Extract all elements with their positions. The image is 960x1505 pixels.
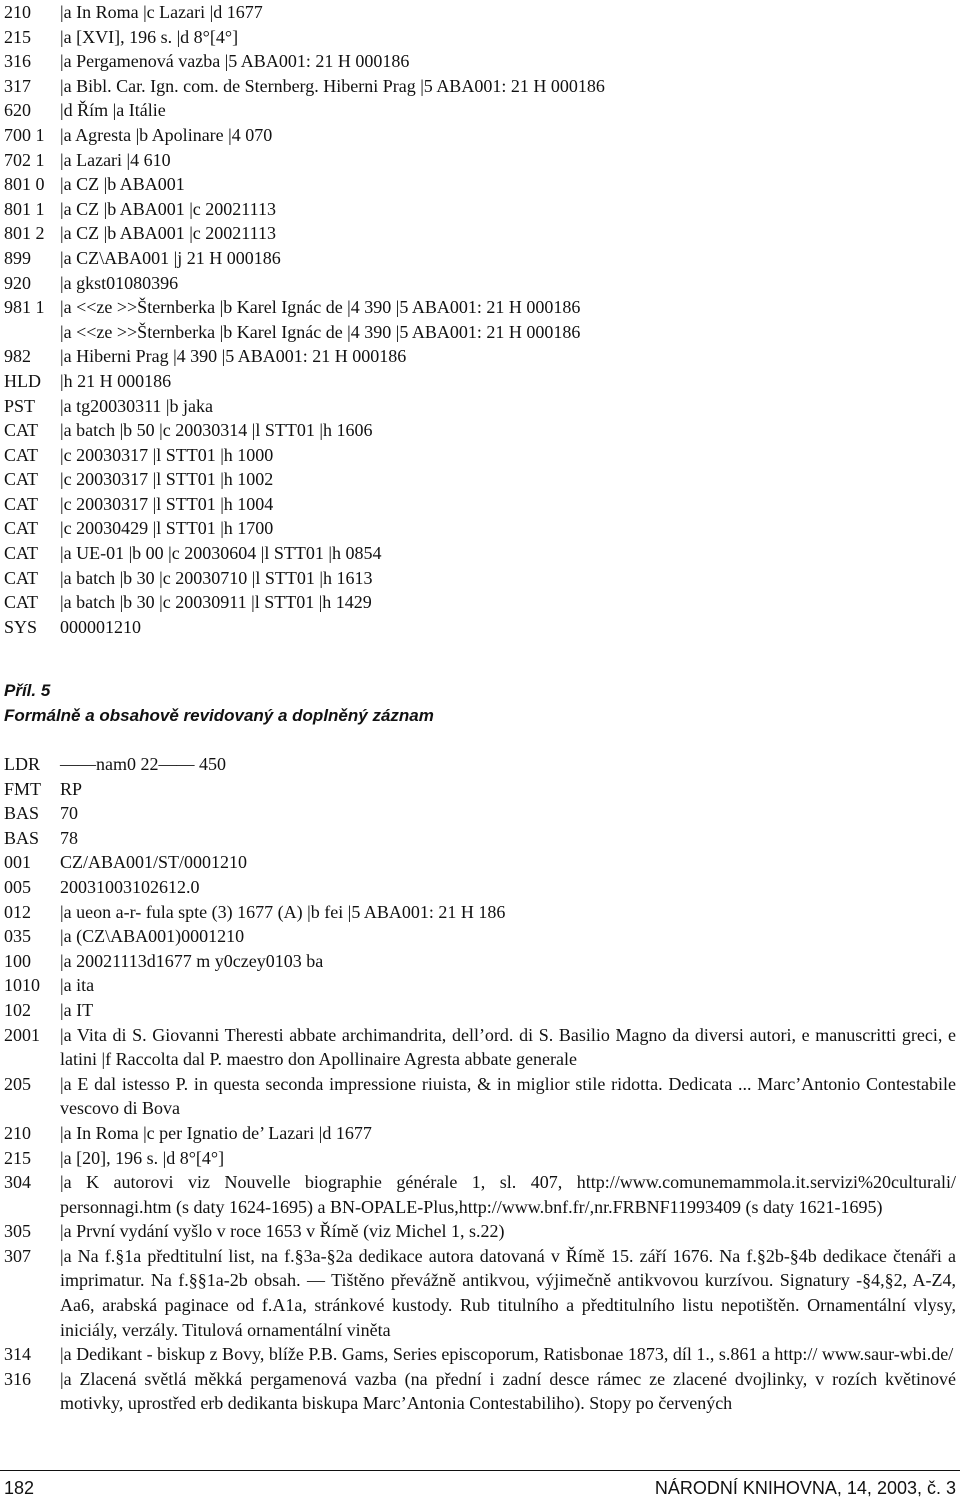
appendix-label: Příl. 5 bbox=[4, 681, 51, 700]
marc-field-value: 70 bbox=[60, 803, 78, 824]
marc-field-row bbox=[4, 148, 956, 173]
marc-field-tag: 316 bbox=[4, 1368, 31, 1389]
marc-field-value: |a 20021113d1677 m y0czey0103 ba bbox=[60, 950, 324, 971]
marc-record-original bbox=[4, 0, 956, 639]
marc-field-row bbox=[4, 924, 956, 949]
marc-field-row bbox=[4, 973, 956, 998]
marc-field-row bbox=[4, 1342, 956, 1367]
appendix-heading bbox=[4, 678, 434, 728]
marc-field-value: |c 20030429 |l STT01 |h 1700 bbox=[60, 518, 274, 539]
marc-field-row bbox=[4, 752, 956, 777]
marc-field-tag: 700 1 bbox=[4, 124, 45, 145]
marc-field-value: |a Dedikant - biskup z Bovy, blíže P.B. Gams, Series episcoporum, Ratisbonae 1873, díl 1., s.861 a http:// www.saur-wbi.de/ bbox=[60, 1344, 954, 1365]
marc-field-tag: 982 bbox=[4, 346, 31, 367]
marc-field-row bbox=[4, 246, 956, 271]
marc-field-row bbox=[4, 566, 956, 591]
marc-field-row bbox=[4, 492, 956, 517]
marc-field-tag: 316 bbox=[4, 51, 31, 72]
marc-field-tag: 801 0 bbox=[4, 174, 45, 195]
marc-field-value: |a IT bbox=[60, 999, 94, 1020]
page-footer bbox=[4, 1478, 956, 1499]
marc-field-tag: CAT bbox=[4, 444, 39, 465]
marc-field-row bbox=[4, 443, 956, 468]
marc-field-row bbox=[4, 221, 956, 246]
marc-field-row bbox=[4, 98, 956, 123]
marc-field-row bbox=[4, 516, 956, 541]
marc-field-row bbox=[4, 875, 956, 900]
marc-field-value: |h 21 H 000186 bbox=[60, 370, 172, 391]
marc-field-value: |a In Roma |c Lazari |d 1677 bbox=[60, 2, 263, 22]
marc-field-row bbox=[4, 271, 956, 296]
journal-citation: NÁRODNÍ KNIHOVNA, 14, 2003, č. 3 bbox=[654, 1478, 956, 1498]
marc-field-value: |a Agresta |b Apolinare |4 070 bbox=[60, 124, 273, 145]
marc-field-tag: 035 bbox=[4, 926, 31, 947]
marc-field-row bbox=[4, 541, 956, 566]
marc-field-tag: PST bbox=[4, 395, 36, 416]
marc-field-row bbox=[4, 49, 956, 74]
marc-field-value: |c 20030317 |l STT01 |h 1002 bbox=[60, 469, 274, 490]
marc-field-value: |a E dal istesso P. in questa seconda impressione riuista, & in miglior stile ridotta. Dedicata ... Marc’Antonio Contestabile vescovo di Bova bbox=[60, 1073, 956, 1119]
marc-field-tag: CAT bbox=[4, 469, 39, 490]
marc-field-tag: 210 bbox=[4, 2, 31, 22]
marc-field-row bbox=[4, 801, 956, 826]
marc-field-tag: 702 1 bbox=[4, 149, 45, 170]
marc-field-row bbox=[4, 615, 956, 640]
marc-field-tag: BAS bbox=[4, 827, 40, 848]
marc-field-tag: 100 bbox=[4, 950, 31, 971]
marc-field-tag: CAT bbox=[4, 420, 39, 441]
marc-field-tag: 314 bbox=[4, 1344, 31, 1365]
marc-field-row bbox=[4, 590, 956, 615]
marc-field-tag: 012 bbox=[4, 901, 31, 922]
marc-field-row bbox=[4, 0, 956, 25]
marc-field-tag: 304 bbox=[4, 1172, 31, 1193]
marc-field-row bbox=[4, 777, 956, 802]
marc-field-tag: LDR bbox=[4, 754, 40, 774]
marc-field-tag: SYS bbox=[4, 616, 38, 637]
marc-field-tag bbox=[4, 320, 60, 345]
marc-field-tag: 005 bbox=[4, 876, 31, 897]
marc-field-value: |c 20030317 |l STT01 |h 1004 bbox=[60, 493, 274, 514]
marc-field-row bbox=[4, 295, 956, 320]
marc-field-value: |a První vydání vyšlo v roce 1653 v Římě (viz Michel 1, s.22) bbox=[60, 1221, 505, 1242]
marc-field-value: 78 bbox=[60, 827, 78, 848]
marc-field-row bbox=[4, 394, 956, 419]
marc-field-tag: CAT bbox=[4, 493, 39, 514]
marc-field-value: |a CZ\ABA001 |j 21 H 000186 bbox=[60, 247, 281, 268]
marc-field-row bbox=[4, 826, 956, 851]
marc-field-value: |a (CZ\ABA001)0001210 bbox=[60, 926, 245, 947]
marc-field-row bbox=[4, 998, 956, 1023]
marc-field-tag: 210 bbox=[4, 1122, 31, 1143]
marc-field-value: 20031003102612.0 bbox=[60, 876, 200, 897]
marc-field-row bbox=[4, 25, 956, 50]
marc-field-tag: CAT bbox=[4, 592, 39, 613]
marc-field-value: |a CZ |b ABA001 |c 20021113 bbox=[60, 223, 276, 244]
marc-field-value: RP bbox=[60, 778, 83, 799]
marc-field-value: |a Na f.§1a předtitulní list, na f.§3a-§2a dedikace autora datovaná v Římě 15. září 1676. Na f.§2b-§4b dedikace čtenáři a imprimatur. Na f.§§1a-2b obsah. — Tištěno převážně antikvou, výjimečně antikvovou kurzívou. Signatury -§4,§2, A-Z4, Aa6, arabská paginace od f.A1a, stránkové kustody. Rub titulního a předtitulního listu nepotištěn. Ornamentální vlysy, iniciály, verzály. Titulová ornamentální viněta bbox=[60, 1245, 956, 1340]
marc-field-row bbox=[4, 369, 956, 394]
marc-field-row bbox=[4, 1219, 956, 1244]
marc-field-tag: CAT bbox=[4, 543, 39, 564]
marc-field-row bbox=[4, 1121, 956, 1146]
marc-field-value: |a Zlacená světlá měkká pergamenová vazba (na přední i zadní desce rámec ze zlacené dvojlinky, v rozích květinové motivky, uprostřed erb dedikanta biskupa Marc’Antonia Contestabiliho). Stopy po červených bbox=[60, 1368, 956, 1414]
marc-field-value: |a Pergamenová vazba |5 ABA001: 21 H 000186 bbox=[60, 51, 410, 72]
marc-field-row bbox=[4, 850, 956, 875]
marc-field-value: |a K autorovi viz Nouvelle biographie générale 1, sl. 407, http://www.comunemammola.it.servizi%20culturali/ personnagi.htm (s daty 1624-1695) a BN-OPALE-Plus,http://www.bnf.fr/,nr.FRBNF11993409 (s daty 1621-1695) bbox=[60, 1172, 956, 1217]
marc-field-row bbox=[4, 418, 956, 443]
marc-field-value: |a In Roma |c per Ignatio de’ Lazari |d 1677 bbox=[60, 1122, 372, 1143]
marc-field-tag: 1010 bbox=[4, 975, 40, 996]
marc-field-value: |a CZ |b ABA001 bbox=[60, 174, 185, 195]
marc-field-value: |a ueon a-r- fula spte (3) 1677 (A) |b fei |5 ABA001: 21 H 186 bbox=[60, 901, 506, 922]
marc-field-tag: 307 bbox=[4, 1245, 31, 1266]
marc-field-tag: 620 bbox=[4, 100, 31, 121]
marc-field-value: |a batch |b 30 |c 20030911 |l STT01 |h 1429 bbox=[60, 592, 372, 613]
marc-field-tag: 981 1 bbox=[4, 297, 45, 318]
marc-field-tag: 317 bbox=[4, 75, 31, 96]
marc-field-row bbox=[4, 1072, 956, 1121]
marc-field-row bbox=[4, 320, 956, 345]
appendix-title: Formálně a obsahově revidovaný a doplněný záznam bbox=[4, 706, 434, 725]
marc-field-row bbox=[4, 949, 956, 974]
marc-field-row bbox=[4, 467, 956, 492]
marc-field-value: |a [XVI], 196 s. |d 8°[4°] bbox=[60, 26, 239, 47]
footer-rule bbox=[0, 1470, 960, 1471]
marc-field-value: |a tg20030311 |b jaka bbox=[60, 395, 214, 416]
marc-field-value: |a Bibl. Car. Ign. com. de Sternberg. Hiberni Prag |5 ABA001: 21 H 000186 bbox=[60, 75, 605, 96]
marc-field-tag: 305 bbox=[4, 1221, 31, 1242]
marc-field-row bbox=[4, 344, 956, 369]
marc-field-value: |a ita bbox=[60, 975, 95, 996]
marc-field-tag: 215 bbox=[4, 1147, 31, 1168]
marc-field-value: ——nam0 22—— 450 bbox=[60, 754, 226, 774]
marc-record-revised bbox=[4, 752, 956, 1416]
marc-field-value: |a Hiberni Prag |4 390 |5 ABA001: 21 H 000186 bbox=[60, 346, 407, 367]
marc-field-tag: 001 bbox=[4, 852, 31, 873]
marc-field-value: |a [20], 196 s. |d 8°[4°] bbox=[60, 1147, 225, 1168]
marc-field-tag: 102 bbox=[4, 999, 31, 1020]
marc-field-tag: 205 bbox=[4, 1073, 31, 1094]
marc-field-value: |a <<ze >>Šternberka |b Karel Ignác de |4 390 |5 ABA001: 21 H 000186 bbox=[60, 321, 581, 342]
marc-field-value: CZ/ABA001/ST/0001210 bbox=[60, 852, 248, 873]
marc-field-value: |a Vita di S. Giovanni Theresti abbate archimandrita, dell’ord. di S. Basilio Magno da diversi autori, e manuscritti greci, e latini |f Raccolta dal P. maestro don Apollinaire Agresta abbate generale bbox=[60, 1024, 956, 1070]
marc-field-row bbox=[4, 197, 956, 222]
marc-field-value: |a UE-01 |b 00 |c 20030604 |l STT01 |h 0854 bbox=[60, 543, 382, 564]
marc-field-tag: 2001 bbox=[4, 1024, 40, 1045]
marc-field-row bbox=[4, 172, 956, 197]
marc-field-tag: BAS bbox=[4, 803, 40, 824]
marc-field-value: |a gkst01080396 bbox=[60, 272, 179, 293]
marc-field-tag: 801 2 bbox=[4, 223, 45, 244]
marc-field-tag: FMT bbox=[4, 778, 42, 799]
marc-field-value: |a Lazari |4 610 bbox=[60, 149, 171, 170]
marc-field-tag: HLD bbox=[4, 370, 41, 391]
marc-field-row bbox=[4, 74, 956, 99]
marc-field-tag: 801 1 bbox=[4, 198, 45, 219]
marc-field-tag: 215 bbox=[4, 26, 31, 47]
marc-field-value: |a CZ |b ABA001 |c 20021113 bbox=[60, 198, 276, 219]
marc-field-tag: CAT bbox=[4, 518, 39, 539]
marc-field-value: |a batch |b 30 |c 20030710 |l STT01 |h 1613 bbox=[60, 567, 373, 588]
marc-field-row bbox=[4, 1146, 956, 1171]
marc-field-value: |d Řím |a Itálie bbox=[60, 100, 166, 121]
marc-field-row bbox=[4, 123, 956, 148]
marc-field-tag: 920 bbox=[4, 272, 31, 293]
marc-field-tag: 899 bbox=[4, 247, 31, 268]
marc-field-value: 000001210 bbox=[60, 616, 141, 637]
marc-field-value: |c 20030317 |l STT01 |h 1000 bbox=[60, 444, 274, 465]
marc-field-row bbox=[4, 1170, 956, 1219]
marc-field-tag: CAT bbox=[4, 567, 39, 588]
marc-field-row bbox=[4, 900, 956, 925]
marc-field-row bbox=[4, 1367, 956, 1416]
marc-field-row bbox=[4, 1023, 956, 1072]
marc-field-row bbox=[4, 1244, 956, 1342]
page-number: 182 bbox=[4, 1478, 35, 1498]
marc-field-value: |a <<ze >>Šternberka |b Karel Ignác de |4 390 |5 ABA001: 21 H 000186 bbox=[60, 297, 581, 318]
marc-field-value: |a batch |b 50 |c 20030314 |l STT01 |h 1606 bbox=[60, 420, 373, 441]
